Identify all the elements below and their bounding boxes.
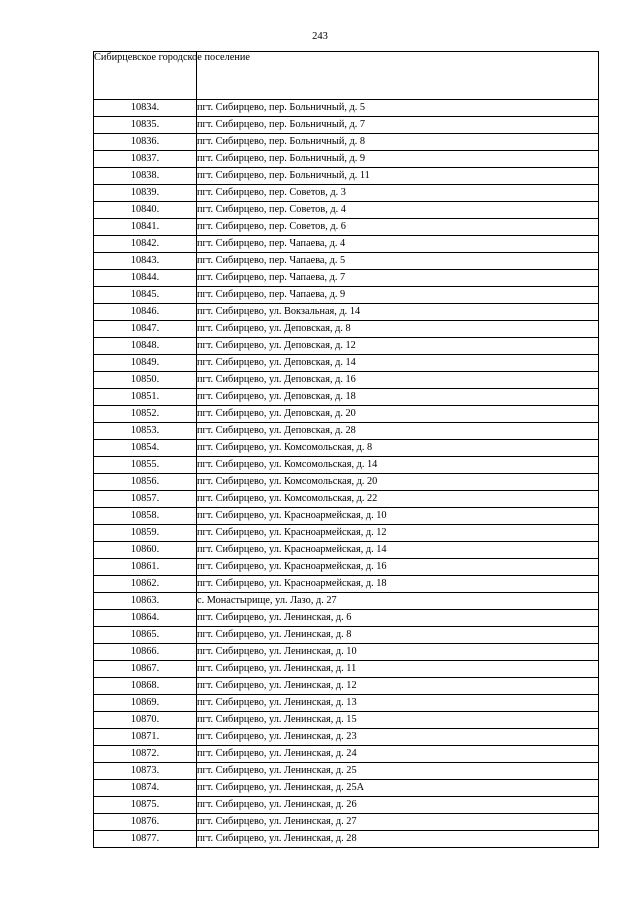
row-address: пгт. Сибирцево, ул. Вокзальная, д. 14 — [197, 304, 599, 321]
table-row — [94, 661, 599, 678]
row-number: 10876. — [94, 814, 197, 831]
row-number: 10863. — [94, 593, 197, 610]
row-number: 10855. — [94, 457, 197, 474]
row-number: 10840. — [94, 202, 197, 219]
row-number: 10857. — [94, 491, 197, 508]
row-address: пгт. Сибирцево, ул. Ленинская, д. 25А — [197, 780, 599, 797]
row-address: пгт. Сибирцево, ул. Ленинская, д. 23 — [197, 729, 599, 746]
row-number: 10856. — [94, 474, 197, 491]
row-address: пгт. Сибирцево, пер. Советов, д. 4 — [197, 202, 599, 219]
row-number: 10852. — [94, 406, 197, 423]
row-address: пгт. Сибирцево, ул. Ленинская, д. 11 — [197, 661, 599, 678]
row-address: пгт. Сибирцево, ул. Ленинская, д. 28 — [197, 831, 599, 848]
row-number: 10841. — [94, 219, 197, 236]
row-address: пгт. Сибирцево, ул. Ленинская, д. 8 — [197, 627, 599, 644]
settlement-header: Сибирцевское городское поселение — [94, 52, 197, 100]
row-address: с. Монастырище, ул. Лазо, д. 27 — [197, 593, 599, 610]
row-address: пгт. Сибирцево, ул. Деповская, д. 14 — [197, 355, 599, 372]
table-row — [94, 321, 599, 338]
row-address: пгт. Сибирцево, ул. Деповская, д. 12 — [197, 338, 599, 355]
table-row — [94, 202, 599, 219]
row-address: пгт. Сибирцево, ул. Ленинская, д. 6 — [197, 610, 599, 627]
row-address: пгт. Сибирцево, ул. Ленинская, д. 13 — [197, 695, 599, 712]
table-row — [94, 559, 599, 576]
table-row — [94, 219, 599, 236]
address-column-header — [197, 52, 599, 100]
table-row — [94, 270, 599, 287]
row-number: 10866. — [94, 644, 197, 661]
row-address: пгт. Сибирцево, пер. Чапаева, д. 4 — [197, 236, 599, 253]
row-address: пгт. Сибирцево, ул. Деповская, д. 16 — [197, 372, 599, 389]
row-address: пгт. Сибирцево, ул. Деповская, д. 28 — [197, 423, 599, 440]
table-row — [94, 389, 599, 406]
row-number: 10859. — [94, 525, 197, 542]
row-number: 10868. — [94, 678, 197, 695]
table-row — [94, 508, 599, 525]
table-row — [94, 525, 599, 542]
row-number: 10865. — [94, 627, 197, 644]
row-number: 10877. — [94, 831, 197, 848]
row-number: 10858. — [94, 508, 197, 525]
row-number: 10842. — [94, 236, 197, 253]
table-row — [94, 100, 599, 117]
row-number: 10846. — [94, 304, 197, 321]
row-number: 10834. — [94, 100, 197, 117]
row-number: 10848. — [94, 338, 197, 355]
table-row — [94, 474, 599, 491]
row-number: 10851. — [94, 389, 197, 406]
row-address: пгт. Сибирцево, ул. Комсомольская, д. 14 — [197, 457, 599, 474]
table-row — [94, 168, 599, 185]
row-address: пгт. Сибирцево, ул. Деповская, д. 8 — [197, 321, 599, 338]
row-address: пгт. Сибирцево, пер. Больничный, д. 7 — [197, 117, 599, 134]
row-address: пгт. Сибирцево, ул. Красноармейская, д. 16 — [197, 559, 599, 576]
address-table-body — [94, 52, 599, 848]
row-address: пгт. Сибирцево, пер. Советов, д. 3 — [197, 185, 599, 202]
table-row — [94, 695, 599, 712]
row-address: пгт. Сибирцево, ул. Ленинская, д. 24 — [197, 746, 599, 763]
table-row — [94, 576, 599, 593]
row-number: 10854. — [94, 440, 197, 457]
table-row — [94, 627, 599, 644]
row-address: пгт. Сибирцево, пер. Больничный, д. 8 — [197, 134, 599, 151]
row-address: пгт. Сибирцево, ул. Деповская, д. 18 — [197, 389, 599, 406]
row-number: 10837. — [94, 151, 197, 168]
table-row — [94, 831, 599, 848]
table-row — [94, 797, 599, 814]
row-address: пгт. Сибирцево, ул. Комсомольская, д. 22 — [197, 491, 599, 508]
row-number: 10862. — [94, 576, 197, 593]
table-row — [94, 746, 599, 763]
row-address: пгт. Сибирцево, пер. Чапаева, д. 9 — [197, 287, 599, 304]
row-number: 10850. — [94, 372, 197, 389]
table-row — [94, 763, 599, 780]
table-row — [94, 134, 599, 151]
table-row — [94, 729, 599, 746]
table-row — [94, 355, 599, 372]
row-number: 10869. — [94, 695, 197, 712]
table-row — [94, 542, 599, 559]
row-address: пгт. Сибирцево, ул. Красноармейская, д. 10 — [197, 508, 599, 525]
table-row — [94, 440, 599, 457]
row-number: 10845. — [94, 287, 197, 304]
table-row — [94, 372, 599, 389]
row-number: 10871. — [94, 729, 197, 746]
table-row — [94, 304, 599, 321]
row-address: пгт. Сибирцево, ул. Красноармейская, д. 14 — [197, 542, 599, 559]
table-row — [94, 712, 599, 729]
table-row — [94, 338, 599, 355]
table-row — [94, 457, 599, 474]
row-address: пгт. Сибирцево, ул. Красноармейская, д. 12 — [197, 525, 599, 542]
table-row — [94, 814, 599, 831]
row-address: пгт. Сибирцево, пер. Больничный, д. 9 — [197, 151, 599, 168]
row-address: пгт. Сибирцево, пер. Больничный, д. 5 — [197, 100, 599, 117]
row-address: пгт. Сибирцево, пер. Чапаева, д. 7 — [197, 270, 599, 287]
row-address: пгт. Сибирцево, ул. Ленинская, д. 25 — [197, 763, 599, 780]
table-row — [94, 780, 599, 797]
row-number: 10870. — [94, 712, 197, 729]
table-row — [94, 678, 599, 695]
row-address: пгт. Сибирцево, ул. Ленинская, д. 15 — [197, 712, 599, 729]
row-address: пгт. Сибирцево, ул. Ленинская, д. 26 — [197, 797, 599, 814]
row-address: пгт. Сибирцево, ул. Ленинская, д. 10 — [197, 644, 599, 661]
row-number: 10836. — [94, 134, 197, 151]
table-row — [94, 287, 599, 304]
row-address: пгт. Сибирцево, ул. Комсомольская, д. 20 — [197, 474, 599, 491]
table-row — [94, 253, 599, 270]
table-row — [94, 151, 599, 168]
row-address: пгт. Сибирцево, ул. Красноармейская, д. 18 — [197, 576, 599, 593]
row-address: пгт. Сибирцево, пер. Советов, д. 6 — [197, 219, 599, 236]
table-row — [94, 593, 599, 610]
address-table — [93, 51, 599, 848]
row-number: 10849. — [94, 355, 197, 372]
table-header-row — [94, 52, 599, 100]
row-number: 10861. — [94, 559, 197, 576]
table-row — [94, 610, 599, 627]
table-row — [94, 185, 599, 202]
row-address: пгт. Сибирцево, ул. Деповская, д. 20 — [197, 406, 599, 423]
row-address: пгт. Сибирцево, ул. Ленинская, д. 27 — [197, 814, 599, 831]
table-row — [94, 236, 599, 253]
row-number: 10875. — [94, 797, 197, 814]
row-number: 10843. — [94, 253, 197, 270]
row-number: 10839. — [94, 185, 197, 202]
table-row — [94, 117, 599, 134]
page-number: 243 — [312, 31, 328, 42]
row-number: 10844. — [94, 270, 197, 287]
row-number: 10860. — [94, 542, 197, 559]
row-address: пгт. Сибирцево, ул. Ленинская, д. 12 — [197, 678, 599, 695]
row-number: 10835. — [94, 117, 197, 134]
row-number: 10864. — [94, 610, 197, 627]
row-number: 10838. — [94, 168, 197, 185]
table-row — [94, 406, 599, 423]
row-number: 10874. — [94, 780, 197, 797]
row-address: пгт. Сибирцево, пер. Чапаева, д. 5 — [197, 253, 599, 270]
row-address: пгт. Сибирцево, пер. Больничный, д. 11 — [197, 168, 599, 185]
table-row — [94, 423, 599, 440]
row-number: 10873. — [94, 763, 197, 780]
table-row — [94, 644, 599, 661]
table-row — [94, 491, 599, 508]
row-number: 10867. — [94, 661, 197, 678]
row-number: 10872. — [94, 746, 197, 763]
row-number: 10853. — [94, 423, 197, 440]
row-address: пгт. Сибирцево, ул. Комсомольская, д. 8 — [197, 440, 599, 457]
row-number: 10847. — [94, 321, 197, 338]
